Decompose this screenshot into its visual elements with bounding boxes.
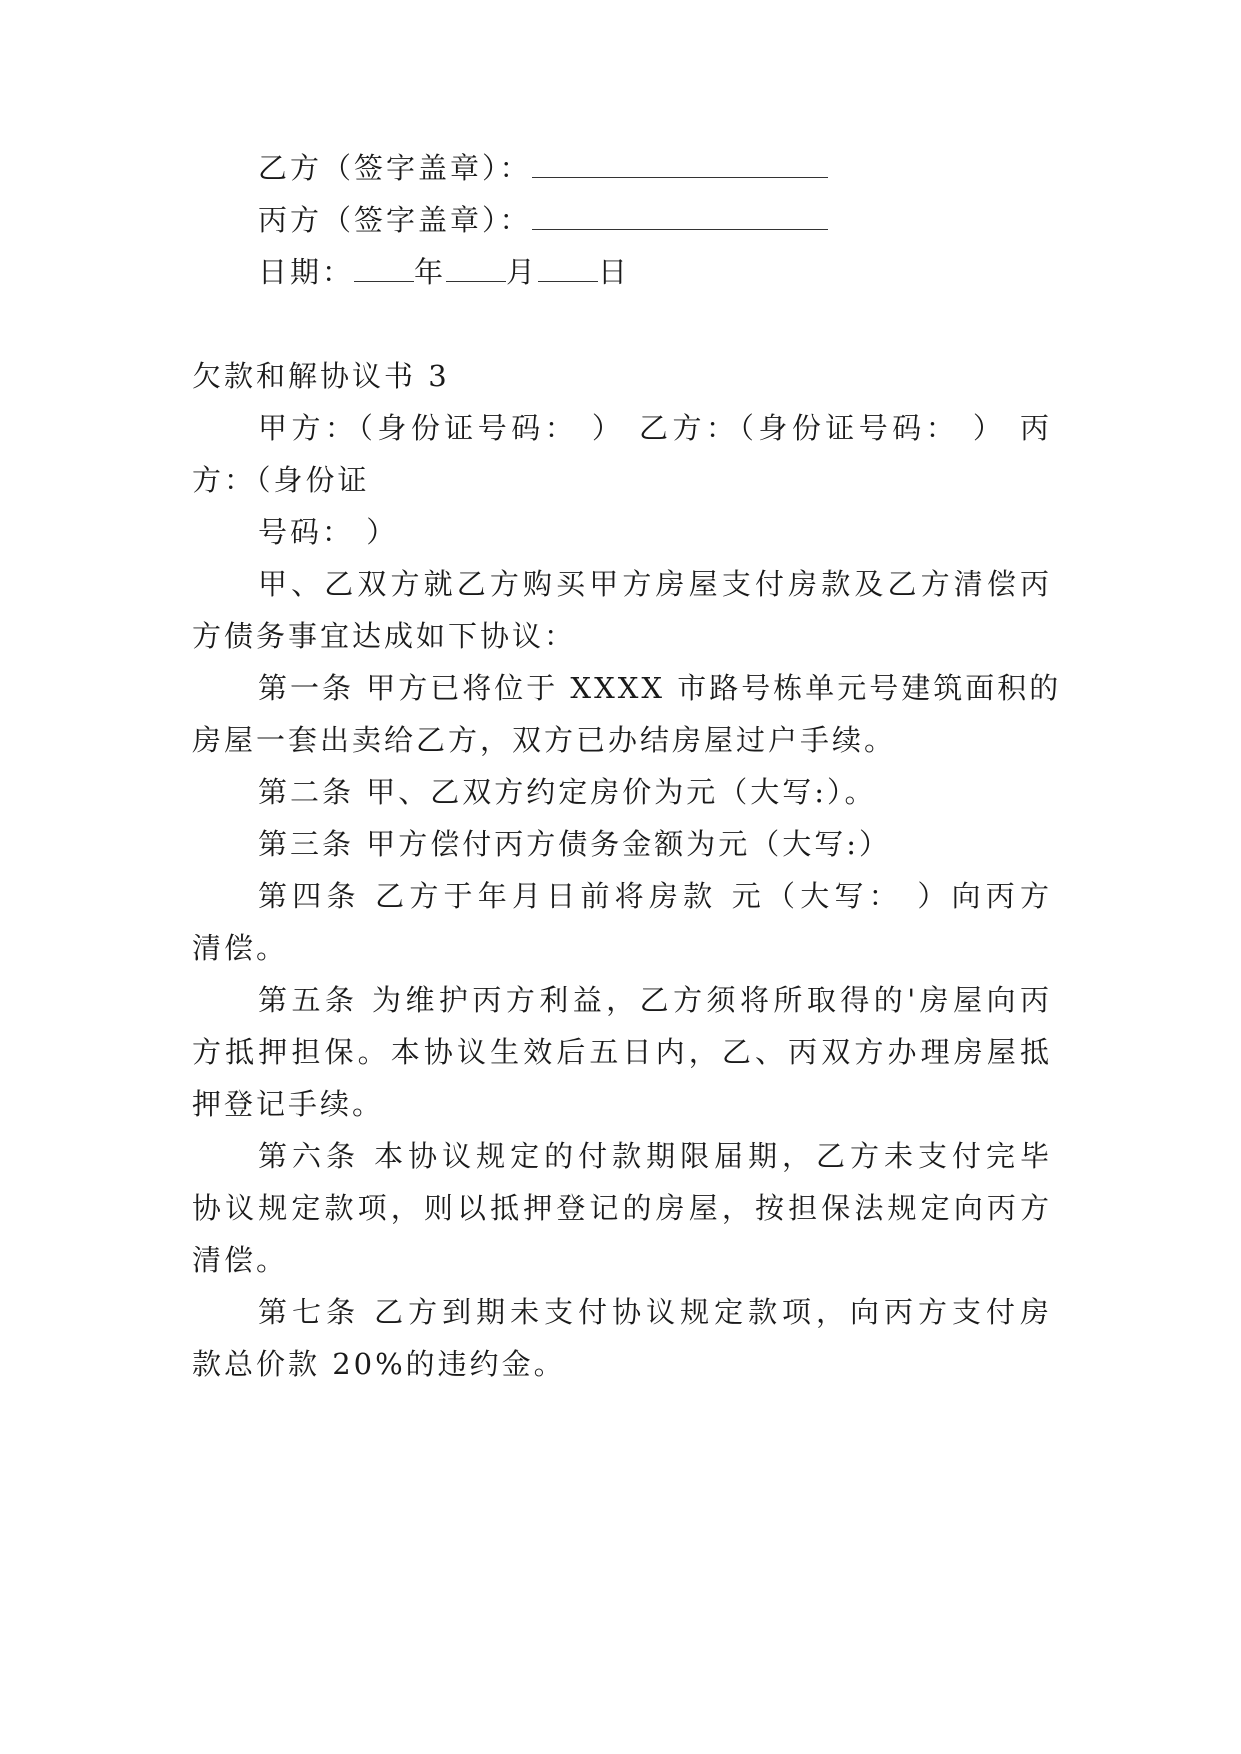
article-5-line-1: 第五条 为维护丙方利益，乙方须将所取得的'房屋向丙: [258, 983, 1052, 1017]
article-6-line-2: 协议规定款项，则以抵押登记的房屋，按担保法规定向丙方: [192, 1191, 1052, 1225]
month-blank: [446, 255, 506, 282]
parties-line-1: 甲方：（身份证号码： ） 乙方：（身份证号码： ） 丙: [258, 411, 1052, 445]
agreement-title: 欠款和解协议书 3: [192, 359, 450, 393]
month-label: 月: [506, 255, 539, 289]
party-b-signature-line: [258, 148, 1052, 188]
party-c-signature-line: [258, 200, 1052, 240]
intro-line-2: 方债务事宜达成如下协议：: [192, 619, 577, 653]
article-5-line-2: 方抵押担保。本协议生效后五日内，乙、丙双方办理房屋抵: [192, 1035, 1052, 1069]
article-5-line-3: 押登记手续。: [192, 1087, 385, 1121]
date-line: [258, 252, 1052, 292]
article-1-line-2: 房屋一套出卖给乙方，双方已办结房屋过户手续。: [192, 723, 897, 757]
article-7-line-2: 款总价款 20%的违约金。: [192, 1347, 566, 1381]
article-6-line-1: 第六条 本协议规定的付款期限届期，乙方未支付完毕: [258, 1139, 1052, 1173]
article-3-line-1: 第三条 甲方偿付丙方债务金额为元（大写:）: [258, 827, 891, 861]
article-1-line-1: 第一条 甲方已将位于 XXXX 市路号栋单元号建筑面积的: [258, 671, 1062, 705]
year-blank: [354, 255, 414, 282]
parties-line-3: 号码： ）: [258, 515, 399, 549]
party-b-signature-label: 乙方（签字盖章）：: [258, 151, 532, 185]
article-2-line-1: 第二条 甲、乙双方约定房价为元（大写:）。: [258, 775, 877, 809]
parties-line-2: 方：（身份证: [192, 463, 370, 497]
party-b-signature-blank: [532, 151, 828, 178]
party-c-signature-blank: [532, 203, 828, 230]
date-label: 日期：: [258, 255, 355, 289]
intro-line-1: 甲、乙双方就乙方购买甲方房屋支付房款及乙方清偿丙: [258, 567, 1052, 601]
year-label: 年: [414, 255, 447, 289]
day-blank: [538, 255, 598, 282]
day-label: 日: [598, 255, 631, 289]
party-c-signature-label: 丙方（签字盖章）：: [258, 203, 532, 237]
article-6-line-3: 清偿。: [192, 1243, 289, 1277]
article-4-line-1: 第四条 乙方于年月日前将房款 元（大写： ）向丙方: [258, 879, 1052, 913]
article-7-line-1: 第七条 乙方到期未支付协议规定款项，向丙方支付房: [258, 1295, 1052, 1329]
article-4-line-2: 清偿。: [192, 931, 289, 965]
